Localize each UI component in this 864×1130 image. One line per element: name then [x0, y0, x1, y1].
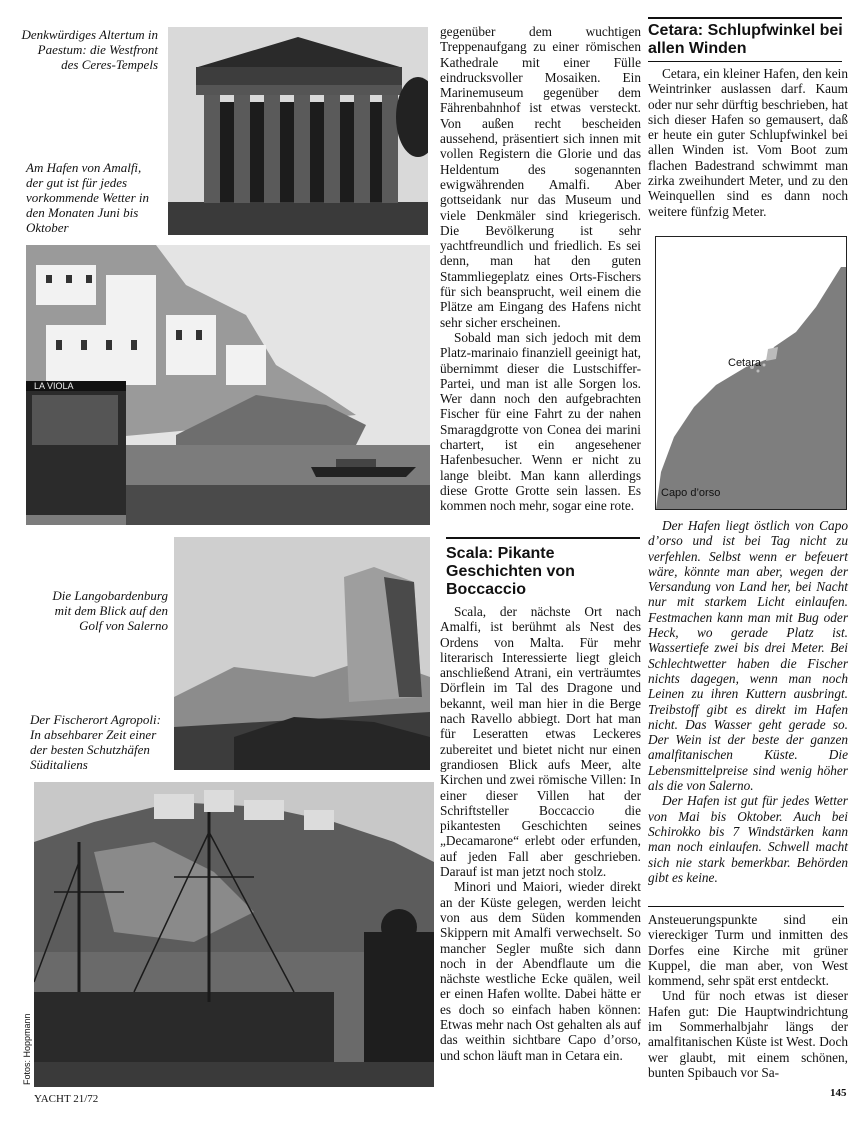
map-label-capo-dorso: Capo d’orso: [661, 487, 721, 499]
col2-paragraph-2: Sobald man sich jedoch mit dem Platz-marinaio finanziell geeinigt hat, übernimmt dieser die Lustschiffer-Partei, und man ist alle Sorgen los. Wer dann noch den aufgebrachten Fischer für eine Fahrt zu der nahen Smaragdgrotte von Conea dei marini chartert, ist ein angesehener Hafenbesucher. Wenn er nicht zu lange bleibt. Man kann allerdings diese Grotte Grotte sein lassen. Es kommen noch mehr, sogar eine rote.: [440, 329, 641, 514]
caption-agropoli: Der Fischerort Agropoli: In absehbarer Zeit einer der besten Schutzhäfen Süditaliens: [30, 712, 161, 772]
cetara-map: [655, 236, 847, 510]
cetara-text: [648, 912, 848, 1080]
cetara-harbour-info: [648, 518, 848, 885]
photo-langobarden-castle: [174, 537, 430, 770]
col2-scala-paragraph-1: Scala, der nächste Ort nach Amalfi, ist berühmt als Nest des Ordens von Malta. Für mehr literarisch Interessierte liegt gleich anschließend Atrani, ein verträumtes Dörflein im Tal des Dragone und bekannt, weil man hier in die Berge nach Ravello abbiegt. Dort hat man für Leseratten etwas Leckeres zubereitet und bietet nicht nur einen grandiosen Blick aufs Meer, alte Kirchen und zwei römische Villen: In einer dieser Villen hat der Schriftsteller Boccaccio die pikantesten Geschichten seines „Decamarone“ erlebt oder erfunden, auf jeden Fall aber geschrieben. Darauf ist man jetzt noch stolz.: [440, 604, 641, 880]
cetara-paragraph-1: Ansteuerungspunkte sind ein viereckiger Turm und inmitten des Dorfes eine Kirche mit grüner Kuppel, die man aber, von West kommend, sehr spät erst entdeckt.: [648, 912, 848, 989]
column-2-scala-text: [440, 604, 641, 1063]
photo-agropoli-harbour: [34, 782, 434, 1087]
photo-credit: Fotos: Hoppmann: [22, 1013, 32, 1085]
caption-paestum: Denkwürdiges Altertum in Paestum: die Westfront des Ceres-Tempels: [21, 27, 158, 72]
cetara-heading-rule: [648, 17, 842, 19]
cetara-heading-underline: [648, 61, 842, 62]
cetara-heading: Cetara: Schlupfwinkel bei allen Winden: [648, 22, 843, 57]
photo-paestum-temple: [168, 27, 428, 235]
photo-sign-text: LA VIOLA: [34, 381, 74, 391]
col2-scala-paragraph-2: Minori und Maiori, wieder direkt an der Küste gelegen, werden leicht von aus dem Süden kommenden Skippern mit Amalfi verwechselt. So mancher Segler mußte sich dann noch in der Abendflaute um die nächste westliche Ecke quälen, weil er einen Hafen wollte. Dabei hätte er es doch so einfach haben können: Etwas mehr nach Ost gehalten als auf das weithin sichtbare Capo d’orso, und schon läuft man in Cetara ein.: [440, 879, 641, 1063]
cetara-intro: [648, 66, 848, 219]
cetara-info-paragraph-2: Der Hafen ist gut für jedes Wetter von Mai bis Oktober. Auch bei Schirokko bis 7 Windstärken kann man noch einlaufen. Schwell macht sich nie stark bemerkbar. Behörden gibt es keine.: [648, 793, 848, 885]
cetara-intro-paragraph: Cetara, ein kleiner Hafen, den kein Weintrinker auslassen darf. Kaum oder nur sehr dürftig beschrieben, hat sich dieser Hafen so gemausert, daß er heute ein guter Schlupfwinkel bei allen Winden ist. Vom Boot zum flachen Badestrand schwimmt man zirka zweihundert Meter, und zu den Weinquellen sind es dann noch weitere fünfzig Meter.: [648, 66, 848, 219]
cetara-info-paragraph-1: Der Hafen liegt östlich von Capo d’orso und ist bei Tag nicht zu verfehlen. Selbst wenn er befeuert wäre, könnte man aber, wegen der Versandung von Land her, bei Nacht nur mit starkem Licht einlaufen. Festmachen kann man mit Bug oder Heck, wo gerade Platz ist. Wassertiefe zwei bis drei Meter. Bei Schlechtwetter haben die Fischer nichts dagegen, wenn man noch Leinen zu ihren Kuttern ausbringt. Treibstoff gibt es direkt im Hafen nicht. Das Wasser geht gerade so. Der Wein ist der beste der ganzen amalfitanischen Küste. Die Lebensmittelpreise sind wenig höher als die von Salerno.: [648, 518, 848, 794]
footer-page-number: 145: [830, 1087, 847, 1099]
scala-heading-rule: [446, 537, 640, 539]
caption-amalfi: Am Hafen von Amalfi, der gut ist für jedes vorkommende Wetter in den Monaten Juni bis Oktober: [26, 160, 149, 235]
scala-heading: Scala: Pikante Geschichten von Boccaccio: [446, 545, 575, 598]
column-2-text: [440, 24, 641, 514]
photo-amalfi-harbour: [26, 245, 430, 525]
cetara-paragraph-2: Und für noch etwas ist dieser Hafen gut: Die Hauptwindrichtung im Sommerhalbjahr längs der amalfitanischen Küste ist West. Doch wer glaubt, mit einem schönen, bunten Spibauch vor Sa-: [648, 988, 848, 1080]
footer-magazine: YACHT 21/72: [34, 1093, 99, 1105]
map-label-cetara: Cetara: [728, 357, 762, 369]
caption-langobarden: Die Langobardenburg mit dem Blick auf den Golf von Salerno: [52, 588, 168, 633]
cetara-info-rule: [648, 906, 844, 907]
col2-paragraph-1: gegenüber dem wuchtigen Treppenaufgang zu einer römischen Kathedrale mit einer Fülle eindrucksvoller Mosaiken. Ein Marinemuseum gegenüber dem Fährenbahnhof ist etwas versteckt. Von außen recht bescheiden aussehend, präsentiert sich innen mit vollen Registern die Glorie und das Heldentum des sogenannten ewigwährenden Amalfi. Aber gottseidank nur das Museum und viele Denkmäler sind kriegerisch. Die Bevölkerung ist sehr yachtfreundlich und friedlich. Es sei denn, man hat den guten Stammliegeplatz eines Orts-Fischers für sich beansprucht, weil einem die Plätze am Eingang des Hafens nicht sehr sicher erscheinen.: [440, 24, 641, 330]
